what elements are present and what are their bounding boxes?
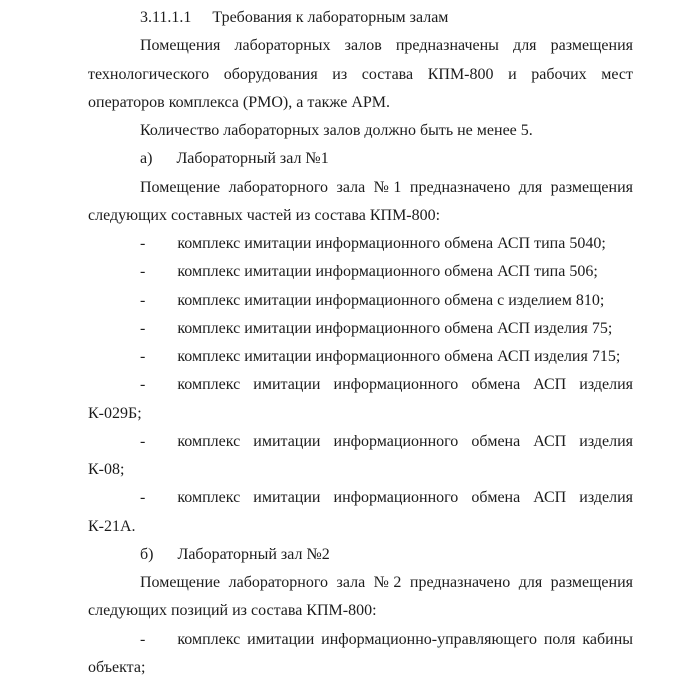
tab-gap <box>152 162 176 163</box>
paragraph-halls-count <box>88 117 633 145</box>
section-heading <box>88 4 633 32</box>
list-item-text: комплекс имитации информационного обмена с изделием 810; <box>177 292 604 309</box>
list-item <box>88 287 633 315</box>
list-dash: - <box>140 433 145 450</box>
tab-gap <box>145 332 177 333</box>
paragraph-line: Помещение лабораторного зала №2 предназначено для размещения <box>88 569 633 597</box>
paragraph-line: следующих составных частей из состава КПМ-800: <box>88 202 633 230</box>
subsection-b <box>88 541 633 569</box>
tab-gap <box>145 275 177 276</box>
paragraph-line: Количество лабораторных залов должно быть не менее 5. <box>88 117 633 145</box>
list-item <box>88 484 633 541</box>
list-dash: - <box>140 489 145 506</box>
tab-gap <box>153 558 177 559</box>
tab-gap <box>191 21 212 22</box>
subsection-title: Лабораторный зал №2 <box>177 546 329 563</box>
paragraph-hall1-intro <box>88 174 633 231</box>
paragraph-line: Помещение лабораторного зала №1 предназначено для размещения <box>88 174 633 202</box>
paragraph-line: технологического оборудования из состава КПМ-800 и рабочих мест <box>88 61 633 89</box>
list-item-text: комплекс имитации информационного обмена АСП типа 506; <box>177 263 597 280</box>
list-item <box>88 258 633 286</box>
list-dash: - <box>140 235 145 252</box>
equipment-list-2 <box>88 626 633 682</box>
list-item-text: комплекс имитации информационного обмена АСП изделия <box>177 433 633 450</box>
list-item-text: К-08; <box>88 456 633 484</box>
list-item-text: комплекс имитации информационного обмена АСП изделия <box>177 376 633 393</box>
list-item-text: комплекс имитации информационного обмена АСП типа 5040; <box>177 235 605 252</box>
list-item <box>88 315 633 343</box>
tab-gap <box>145 304 177 305</box>
tab-gap <box>145 247 177 248</box>
list-item <box>88 371 633 428</box>
subsection-a <box>88 145 633 173</box>
tab-gap <box>145 445 177 446</box>
list-item <box>88 230 633 258</box>
list-item-text: объекта; <box>88 654 633 682</box>
tab-gap <box>145 388 177 389</box>
subsection-marker: б) <box>140 546 153 563</box>
subsection-marker: а) <box>140 150 152 167</box>
list-item-text: комплекс имитации информационного обмена АСП изделия <box>177 489 633 506</box>
paragraph-line: Помещения лабораторных залов предназначены для размещения <box>88 32 633 60</box>
list-dash: - <box>140 263 145 280</box>
list-dash: - <box>140 631 145 648</box>
list-item <box>88 428 633 485</box>
subsection-title: Лабораторный зал №1 <box>176 150 328 167</box>
equipment-list-1 <box>88 230 633 541</box>
paragraph-hall2-intro <box>88 569 633 626</box>
tab-gap <box>145 501 177 502</box>
heading-number: 3.11.1.1 <box>140 9 191 26</box>
paragraph-line: следующих позиций из состава КПМ-800: <box>88 597 633 625</box>
list-dash: - <box>140 320 145 337</box>
list-item-text: комплекс имитации информационного обмена АСП изделия 75; <box>177 320 612 337</box>
tab-gap <box>145 643 177 644</box>
list-item <box>88 626 633 682</box>
heading-title: Требования к лабораторным залам <box>212 9 448 26</box>
paragraph-line: операторов комплекса (РМО), а также АРМ. <box>88 89 633 117</box>
list-dash: - <box>140 376 145 393</box>
list-item-text: комплекс имитации информационного обмена АСП изделия 715; <box>177 348 620 365</box>
tab-gap <box>145 360 177 361</box>
list-item-text: комплекс имитации информационно-управляющего поля кабины <box>177 631 633 648</box>
list-item <box>88 343 633 371</box>
list-item-text: К-21А. <box>88 513 633 541</box>
list-dash: - <box>140 348 145 365</box>
list-item-text: К-029Б; <box>88 400 633 428</box>
paragraph-intro <box>88 32 633 117</box>
list-dash: - <box>140 292 145 309</box>
